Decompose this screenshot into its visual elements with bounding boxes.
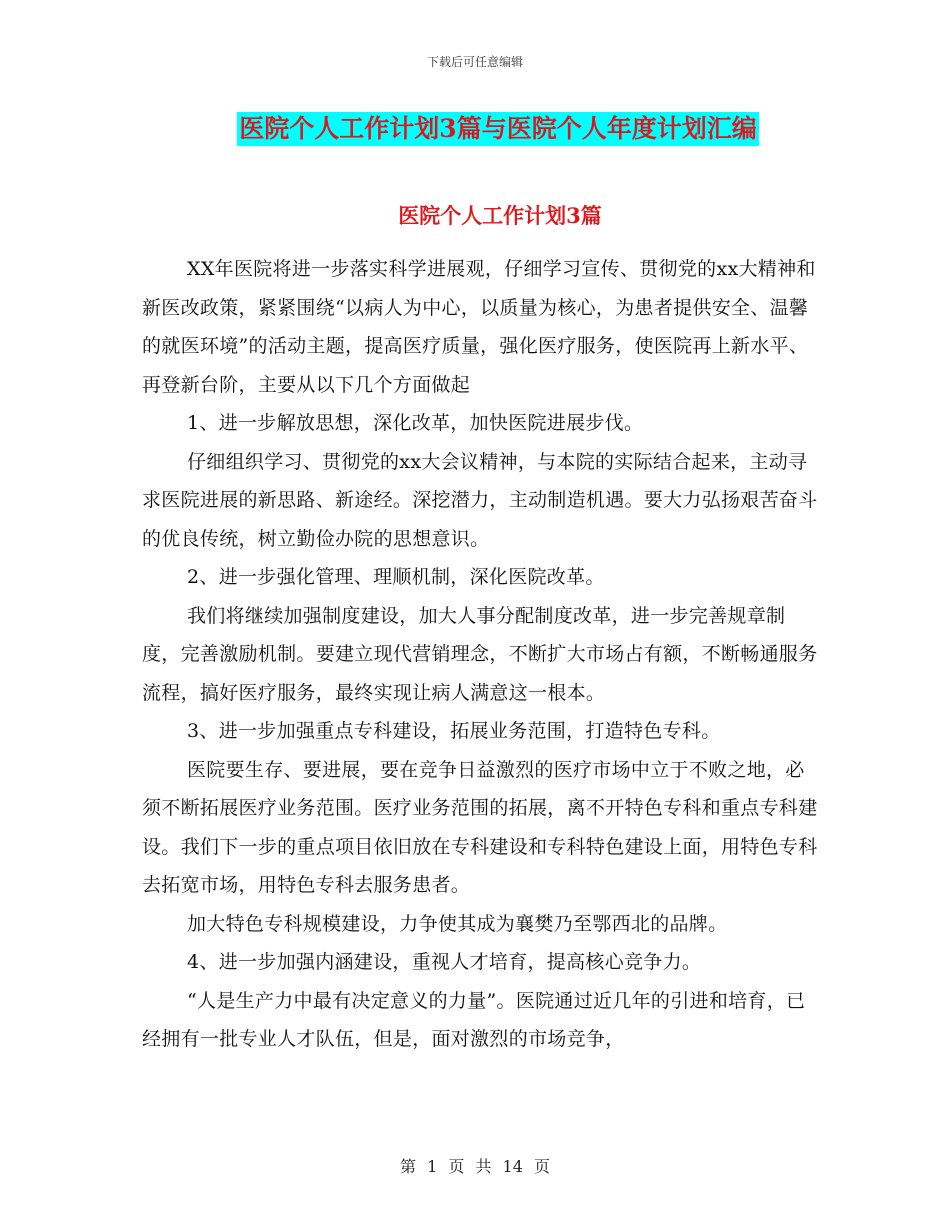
title-container [0,112,950,146]
section-title-wrap [0,200,950,230]
paragraph: 1、进一步解放思想，深化改革，加快医院进展步伐。 [187,412,644,434]
paragraph: 医院要生存、要进展，要在竞争日益激烈的医疗市场中立于不败之地，必须不断拓展医疗业务范围。医疗业务范围的拓展，离不开特色专科和重点专科建设。我们下一步的重点项目依旧放在专科建设和专科特色建设上面，用特色专科去拓宽市场，用特色专科去服务患者。 [142,758,818,896]
document-title: 医院个人工作计划3篇与医院个人年度计划汇编 [237,112,758,146]
paragraph: 仔细组织学习、贯彻党的xx大会议精神，与本院的实际结合起来，主动寻求医院进展的新思路、新途经。深挖潜力，主动制造机遇。要大力弘扬艰苦奋斗的优良传统，树立勤俭办院的思想意识。 [142,450,818,550]
paragraph: XX年医院将进一步落实科学进展观，仔细学习宣传、贯彻党的xx大精神和新医改政策，紧紧围绕“以病人为中心，以质量为核心，为患者提供安全、温馨的就医环境”的活动主题，提高医疗质量，强化医疗服务，使医院再上新水平、再登新台阶，主要从以下几个方面做起 [142,258,816,396]
page-header: 下载后可任意编辑 [426,55,523,69]
paragraph: 3、进一步加强重点专科建设，拓展业务范围，打造特色专科。 [187,720,721,742]
paragraph: 4、进一步加强内涵建设，重视人才培育，提高核心竞争力。 [187,951,702,973]
paragraph: “人是生产力中最有决定意义的力量”。医院通过近几年的引进和培育，已经拥有一批专业人才队伍，但是，面对激烈的市场竞争， [142,989,806,1050]
paragraph: 加大特色专科规模建设，力争使其成为襄樊乃至鄂西北的品牌。 [187,912,728,935]
paragraph: 2、进一步强化管理、理顺机制，深化医院改革。 [187,566,605,588]
section-title: 医院个人工作计划3篇 [398,203,602,228]
paragraph: 我们将继续加强制度建设，加大人事分配制度改革，进一步完善规章制度，完善激励机制。要建立现代营销理念，不断扩大市场占有额，不断畅通服务流程，搞好医疗服务，最终实现让病人满意这一根本。 [142,604,818,704]
page-footer: 第 1 页 共 14 页 [400,1157,550,1176]
document-body [142,250,822,1059]
